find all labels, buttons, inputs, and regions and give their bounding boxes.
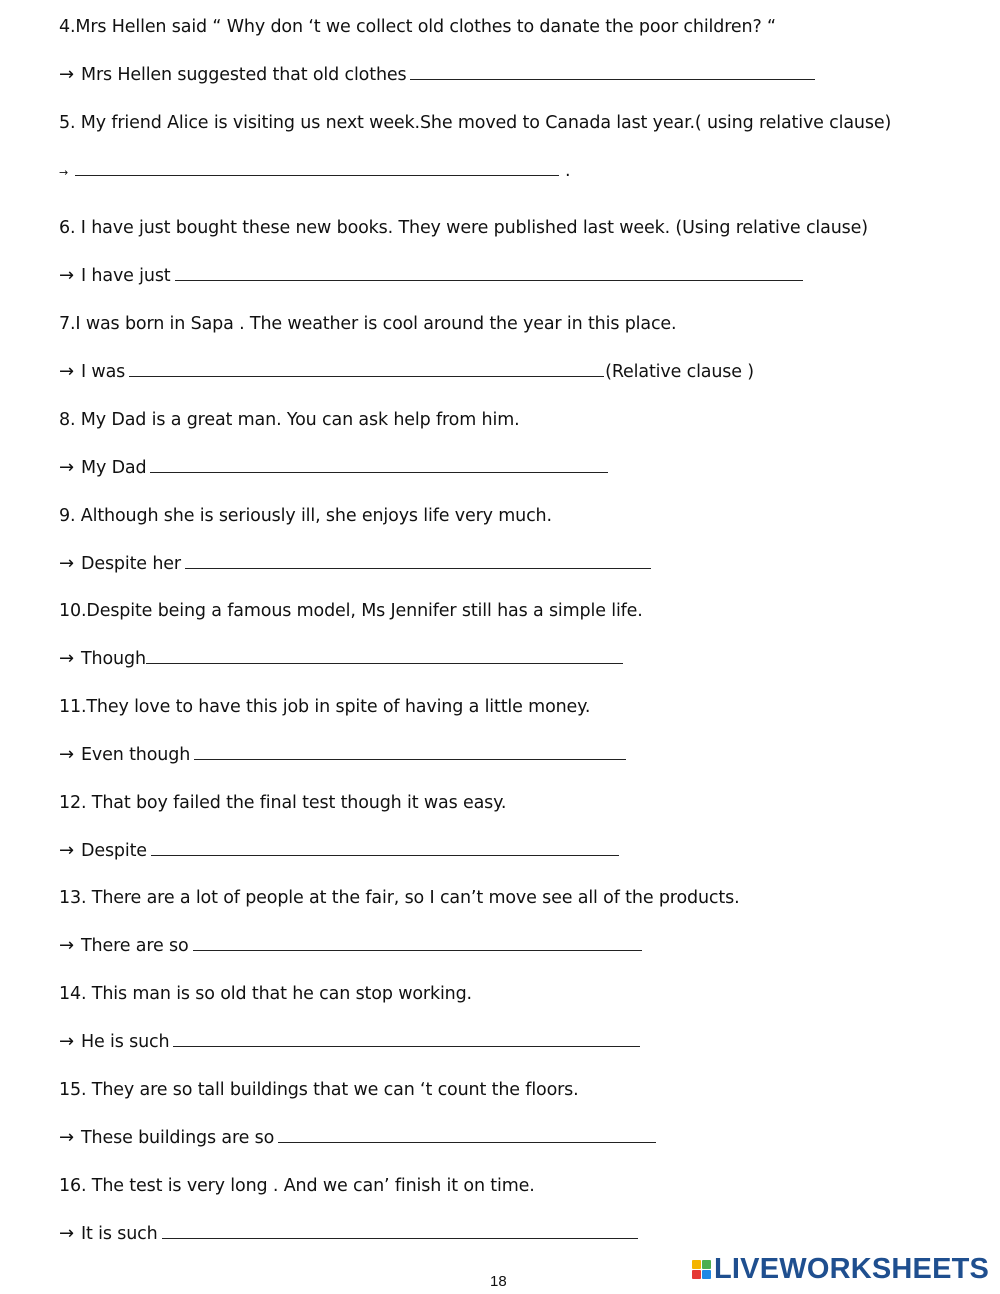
answer-lead: There are so — [81, 936, 189, 956]
arrow-icon: → — [59, 1031, 74, 1052]
answer-lead: I was — [81, 362, 126, 382]
question-13-answer-blank[interactable] — [193, 935, 642, 951]
question-5-answer-blank[interactable] — [75, 160, 559, 176]
question-7-answer-row — [59, 361, 754, 383]
logo-square — [702, 1260, 711, 1269]
answer-lead: He is such — [81, 1032, 170, 1052]
answer-trailing: (Relative clause ) — [605, 362, 754, 382]
arrow-icon: → — [59, 265, 74, 286]
arrow-icon: → — [59, 457, 74, 478]
question-9-answer-row — [59, 553, 651, 575]
question-10-answer-row — [59, 648, 623, 670]
question-14-answer-blank[interactable] — [173, 1031, 640, 1047]
question-8-prompt: 8. My Dad is a great man. You can ask help from him. — [59, 410, 520, 430]
question-14-answer-row — [59, 1031, 640, 1053]
arrow-icon: → — [59, 1223, 74, 1244]
question-8-answer-row — [59, 457, 608, 479]
question-10-answer-blank[interactable] — [146, 648, 623, 664]
answer-lead: Even though — [81, 745, 191, 765]
question-10-prompt: 10.Despite being a famous model, Ms Jennifer still has a simple life. — [59, 601, 643, 621]
question-11-answer-blank[interactable] — [194, 744, 626, 760]
answer-lead: I have just — [81, 266, 171, 286]
question-15-prompt: 15. They are so tall buildings that we can ‘t count the floors. — [59, 1080, 579, 1100]
question-6-answer-row — [59, 265, 803, 287]
answer-lead: My Dad — [81, 458, 147, 478]
question-11-prompt: 11.They love to have this job in spite of having a little money. — [59, 697, 591, 717]
question-7-answer-blank[interactable] — [129, 361, 604, 377]
arrow-icon: → — [59, 840, 74, 861]
logo-mark-icon — [692, 1260, 711, 1279]
page-number: 18 — [490, 1273, 507, 1290]
question-12-prompt: 12. That boy failed the final test though it was easy. — [59, 793, 507, 813]
answer-lead: It is such — [81, 1224, 158, 1244]
logo-square — [692, 1270, 701, 1279]
question-14-prompt: 14. This man is so old that he can stop working. — [59, 984, 472, 1004]
arrow-icon: → — [59, 648, 74, 669]
arrow-icon: → — [59, 744, 74, 765]
arrow-icon: → — [59, 166, 69, 179]
arrow-icon: → — [59, 361, 74, 382]
question-6-answer-blank[interactable] — [175, 265, 803, 281]
question-4-answer-blank[interactable] — [410, 64, 815, 80]
arrow-icon: → — [59, 64, 74, 85]
question-4-answer-row — [59, 64, 815, 86]
question-13-prompt: 13. There are a lot of people at the fair, so I can’t move see all of the products. — [59, 888, 740, 908]
question-9-prompt: 9. Although she is seriously ill, she enjoys life very much. — [59, 506, 552, 526]
question-12-answer-row — [59, 840, 619, 862]
question-13-answer-row — [59, 935, 642, 957]
logo-square — [692, 1260, 701, 1269]
question-5-answer-row — [59, 160, 570, 184]
answer-lead: Despite — [81, 841, 147, 861]
liveworksheets-logo — [692, 1253, 989, 1285]
question-9-answer-blank[interactable] — [185, 553, 651, 569]
question-4-prompt: 4.Mrs Hellen said “ Why don ‘t we collect old clothes to danate the poor children? “ — [59, 17, 776, 37]
question-16-prompt: 16. The test is very long . And we can’ finish it on time. — [59, 1176, 535, 1196]
question-6-prompt: 6. I have just bought these new books. They were published last week. (Using relative clause) — [59, 218, 868, 238]
question-15-answer-row — [59, 1127, 656, 1149]
arrow-icon: → — [59, 1127, 74, 1148]
arrow-icon: → — [59, 553, 74, 574]
question-11-answer-row — [59, 744, 626, 766]
arrow-icon: → — [59, 935, 74, 956]
question-16-answer-row — [59, 1223, 638, 1245]
answer-lead: These buildings are so — [81, 1128, 275, 1148]
question-7-prompt: 7.I was born in Sapa . The weather is cool around the year in this place. — [59, 314, 677, 334]
question-15-answer-blank[interactable] — [278, 1127, 656, 1143]
question-5-prompt: 5. My friend Alice is visiting us next week.She moved to Canada last year.( using relative clause) — [59, 113, 892, 133]
answer-lead: Mrs Hellen suggested that old clothes — [81, 65, 407, 85]
logo-square — [702, 1270, 711, 1279]
question-16-answer-blank[interactable] — [162, 1223, 638, 1239]
question-8-answer-blank[interactable] — [150, 457, 608, 473]
answer-lead: Though — [81, 649, 146, 669]
answer-trailing: . — [565, 161, 571, 181]
brand-name: LIVEWORKSHEETS — [714, 1252, 990, 1285]
answer-lead: Despite her — [81, 554, 181, 574]
question-12-answer-blank[interactable] — [151, 840, 619, 856]
